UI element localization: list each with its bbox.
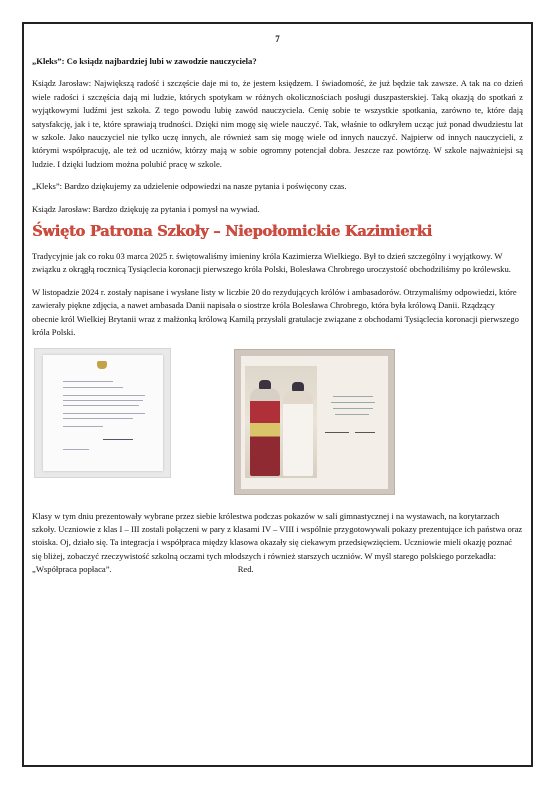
interview-answer: Ksiądz Jarosław: Największą radość i szczęście daje mi to, że jestem księdzem. I świadomość, że już będzie tak zawsze. A tak na co dzień wiele radości i szczęścia dają mi ludzie, których spotykam w różnych okolicznościach posługi duszpasterskiej. Taką okazją do spotkań z wyjątkowymi ludźmi jest szkoła. Z tego powodu lubię zawód nauczyciela. Cenię sobie te wszystkie spotkania, zarówno te, które dają satysfakcję, jak i te, które sprawiają trudności. Dzięki nim mogę się wiele nauczyć. Tak, właśnie to odkryłem ucząc już ponad dwudziestu lat w szkole. Jako nauczyciel nie tylko uczę innych, ale również sam się mogę wiele od innych nauczyć. Najpierw od innych nauczycieli, z którymi współpracuję, ale też od uczniów, którzy mają w sobie ogromny potencjał dobra. Jeszcze raz powtórzę. W szkole najważniejsi są ludzie. I dzięki ludziom można polubić pracę w szkole. [32,78,523,169]
interview-question: „Kleks”: Co ksiądz najbardziej lubi w zawodzie nauczyciela? [32,56,257,66]
interview-reply: Ksiądz Jarosław: Bardzo dziękuję za pytania i pomysł na wywiad. [32,203,260,214]
page-content [32,55,523,577]
page-number: 7 [275,34,280,44]
royal-card-photo-icon [234,349,395,495]
photo-row [32,348,523,498]
article-heading: Święto Patrona Szkoły – Niepołomickie Kazimierki [32,223,432,241]
letter-photo-icon [34,348,171,478]
interview-thanks: „Kleks”: Bardzo dziękujemy za udzielenie odpowiedzi na nasze pytania i poświęcony czas. [32,181,347,192]
article-paragraph-2: W listopadzie 2024 r. zostały napisane i wysłane listy w liczbie 20 do rezydujących królów i ambasadorów. Otrzymaliśmy odpowiedzi, które zawierały piękne zdjęcia, a nawet ambasada Danii napisała o siostrze króla Bolesława Chrobrego, która była królową Danii. Rządzący obecnie król Wielkiej Brytanii wraz z małżonką królową Kamilą przysłali gratulacje związane z obchodami Tysiąclecia koronacji pierwszego króla Polski. [32,286,519,338]
article-paragraph-3: Klasy w tym dniu prezentowały wybrane przez siebie królestwa podczas pokazów w sali gimnastycznej i na wystawach, na korytarzach szkoły. Uczniowie z klas I – III zostali połączeni w pary z klasami IV – VIII i wspólnie przygotowywali pokazy prezentujące ich państwa oraz stoiska. Oj, działo się. Ta integracja i współpraca między klasowa okazały się ciekawym przedsięwzięciem. Uczniowie mieli okazję poznać się bliżej, zobaczyć rzeczywistość szkolną oczami tych młodszych i również starszych uczniów. W myśl starego polskiego porzekadła: „Współpraca popłaca”. Red. [32,510,523,575]
article-paragraph-1: Tradycyjnie jak co roku 03 marca 2025 r. świętowaliśmy imieniny króla Kazimierza Wielkiego. Był to dzień szczególny i wyjątkowy. W związku z okrągłą rocznicą Tysiąclecia koronacji pierwszego króla Polski, Bolesława Chrobrego uroczystość obchodziliśmy po królewsku. [32,251,511,275]
article-author: Red. [237,564,254,575]
